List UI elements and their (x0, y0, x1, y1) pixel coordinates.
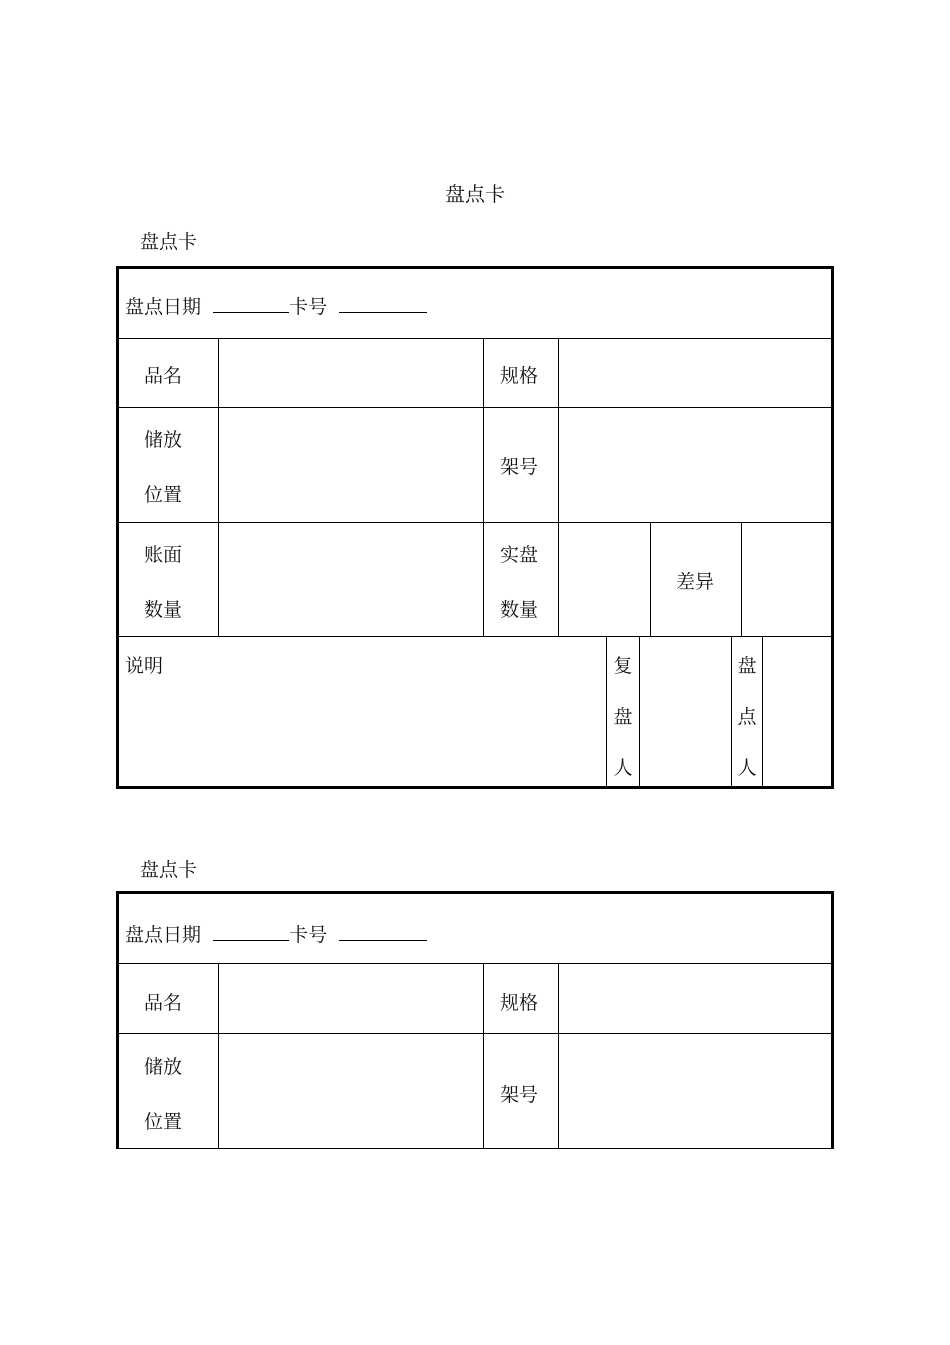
difference-field[interactable] (742, 523, 831, 636)
counter-char: 点 (737, 706, 757, 728)
page-title: 盘点卡 (445, 182, 505, 206)
card-no-field[interactable] (339, 920, 427, 941)
rechecker-field[interactable] (640, 637, 731, 786)
actual-qty-label-line1: 实盘 (500, 544, 539, 566)
col-divider (650, 522, 651, 636)
storage-location-field[interactable] (219, 1034, 483, 1148)
spec-field[interactable] (559, 964, 831, 1033)
item-name-field[interactable] (219, 339, 483, 407)
col-divider (483, 338, 484, 636)
inventory-card-1 (116, 266, 834, 789)
date-label: 盘点日期 (125, 924, 202, 946)
col-divider (483, 963, 484, 1148)
counter-char: 盘 (737, 655, 757, 677)
rechecker-char: 盘 (613, 706, 633, 728)
inventory-card-2 (116, 891, 834, 1149)
item-name-field[interactable] (219, 964, 483, 1033)
rechecker-char: 复 (613, 655, 633, 677)
counter-field[interactable] (763, 637, 831, 786)
book-qty-label-line2: 数量 (144, 599, 183, 621)
card-no-label: 卡号 (289, 296, 328, 318)
card-1-label: 盘点卡 (140, 231, 198, 253)
storage-location-field[interactable] (219, 408, 483, 522)
date-label: 盘点日期 (125, 296, 202, 318)
rechecker-label (607, 653, 639, 806)
shelf-no-field[interactable] (559, 1034, 831, 1148)
card-no-label: 卡号 (289, 924, 328, 946)
remarks-field[interactable] (119, 679, 606, 786)
actual-qty-field[interactable] (559, 523, 650, 636)
storage-location-label-line1: 储放 (144, 1056, 183, 1078)
actual-qty-label-line2: 数量 (500, 599, 539, 621)
book-qty-field[interactable] (219, 523, 483, 636)
spec-label: 规格 (500, 365, 539, 387)
counter-label (732, 653, 762, 806)
storage-location-label-line2: 位置 (144, 1111, 183, 1133)
rechecker-char: 人 (613, 757, 633, 779)
date-field[interactable] (213, 920, 289, 941)
header-line (125, 292, 427, 320)
counter-char: 人 (737, 757, 757, 779)
date-field[interactable] (213, 292, 289, 313)
header-line (125, 920, 427, 948)
card-2-label: 盘点卡 (140, 859, 198, 881)
book-qty-label-line1: 账面 (144, 544, 183, 566)
card-no-field[interactable] (339, 292, 427, 313)
shelf-no-field[interactable] (559, 408, 831, 522)
difference-label: 差异 (676, 571, 715, 593)
shelf-no-label: 架号 (500, 456, 539, 478)
storage-location-label-line1: 储放 (144, 429, 183, 451)
shelf-no-label: 架号 (500, 1084, 539, 1106)
item-name-label: 品名 (144, 992, 183, 1014)
storage-location-label-line2: 位置 (144, 484, 183, 506)
spec-field[interactable] (559, 339, 831, 407)
item-name-label: 品名 (144, 365, 183, 387)
spec-label: 规格 (500, 992, 539, 1014)
remarks-label: 说明 (125, 655, 164, 677)
